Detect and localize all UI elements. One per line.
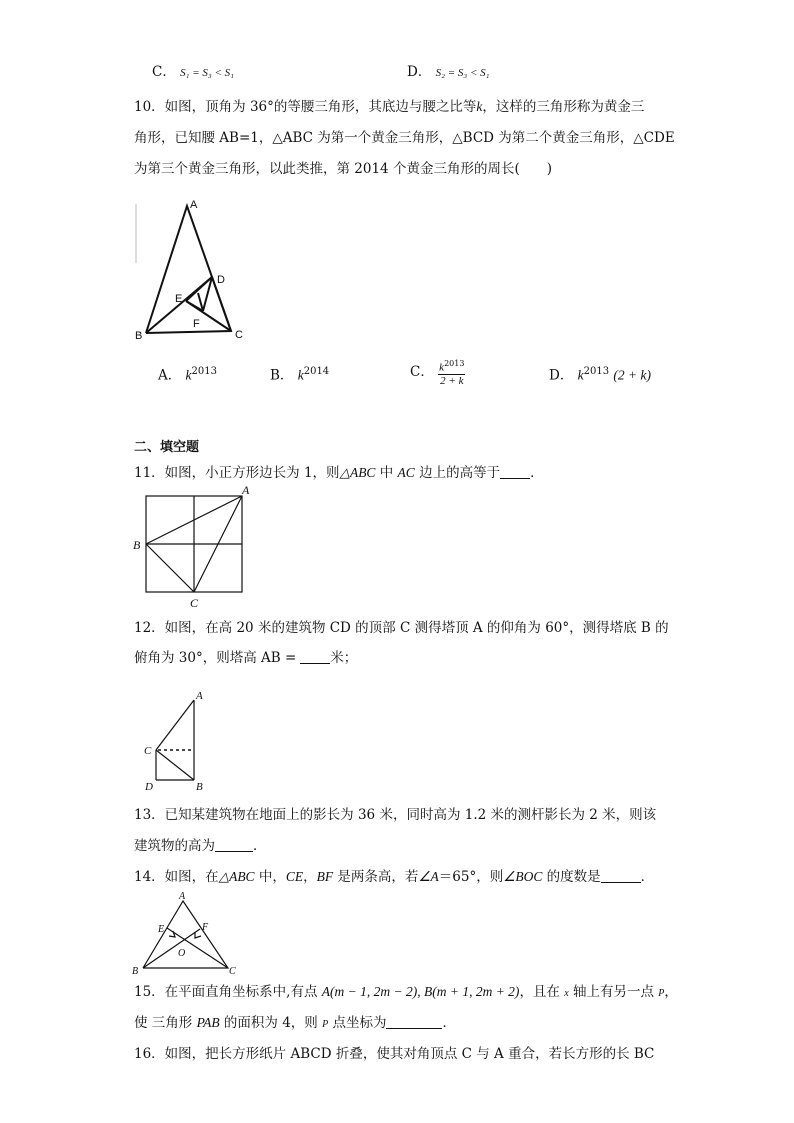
q10-text: ，这样的三角形称为黄金三: [482, 99, 645, 115]
q11-text: ．: [530, 465, 544, 481]
q13-line-2: [134, 836, 267, 856]
q15-text: 使 三角形: [134, 1015, 197, 1031]
label-C: C: [229, 966, 236, 977]
q12-answer-blank[interactable]: [300, 649, 330, 664]
option-base: k: [577, 367, 584, 383]
q14-angle-boc: ∠BOC: [503, 869, 543, 884]
q14-text: ．: [640, 869, 655, 885]
q11-text: 边上的高等于: [414, 465, 501, 481]
option-base: k: [297, 367, 304, 383]
q10-text: 角形，已知腰 AB=1，△ABC 为第一个黄金三角形，△BCD 为第二个黄金三角形，△CDE: [134, 130, 675, 146]
q15-text: ，: [664, 984, 678, 1000]
q14-angle-a: ∠A: [418, 869, 439, 884]
option-label: C．: [410, 364, 434, 380]
q16-line-1: [134, 1044, 654, 1064]
q14-ce: CE: [285, 869, 304, 884]
q14-bf: BF: [316, 869, 334, 884]
q11-grid-figure: [130, 484, 255, 614]
option-label: D．: [549, 367, 574, 384]
q15-triangle: PAB: [196, 1015, 220, 1030]
q12-line-1: [134, 618, 669, 638]
label-B: B: [133, 538, 141, 552]
label-B: B: [132, 966, 139, 977]
option-label: A．: [158, 367, 182, 384]
q12-text: 米；: [330, 650, 358, 666]
q16-text: 16．如图，把长方形纸片 ABCD 折叠，使其对角顶点 C 与 A 重合，若长方形的长 BC: [134, 1046, 655, 1062]
q14-text: ＝65°，则: [438, 869, 504, 885]
label-C: C: [144, 745, 152, 757]
q14-triangle: △ABC: [218, 869, 255, 884]
q11-text: 中: [375, 465, 398, 481]
fraction: [438, 357, 465, 389]
q11-text: 11．如图，小正方形边长为 1，则: [134, 465, 340, 481]
label-C: C: [190, 596, 199, 610]
q15-text: ，则: [290, 1015, 323, 1031]
q11-line-1: [134, 463, 544, 483]
q11-answer-blank[interactable]: [500, 464, 530, 479]
q15-point-p: P: [658, 988, 665, 999]
option-label: C．: [152, 64, 176, 80]
q14-text: 是两条高，若: [333, 869, 419, 885]
q10-text: 为第三个黄金三角形，以此类推，第 2014 个黄金三角形的周长( ): [134, 161, 552, 177]
label-B: B: [196, 781, 203, 793]
fraction-den: 2 + k: [440, 375, 464, 388]
q15-text: ，且在: [519, 984, 565, 1000]
q15-points: A(m − 1, 2m − 2), B(m + 1, 2m + 2): [321, 984, 520, 999]
option-expr: S₂ = S₃ < S₁: [435, 67, 490, 79]
q10-option-a[interactable]: [158, 362, 217, 386]
label-C: C: [235, 329, 243, 341]
section-title: 二、填空题: [134, 440, 200, 455]
q10-text: 10．如图，顶角为 36°的等腰三角形，其底边与腰之比等: [134, 99, 477, 115]
option-base: k: [185, 367, 192, 383]
q14-text: 的度数是: [542, 869, 601, 885]
option-exp: 2013: [583, 366, 610, 377]
q9-option-c[interactable]: [152, 62, 234, 83]
q14-text: 14．如图，在: [134, 869, 219, 885]
q14-line-1: [134, 867, 654, 887]
q12-text: 俯角为 30°，则塔高 AB =: [134, 650, 297, 666]
label-F: F: [202, 922, 209, 933]
q10-option-d[interactable]: [549, 362, 651, 386]
label-A: A: [190, 199, 198, 211]
q13-text: ．: [253, 838, 267, 854]
q15-text: 点坐标为: [328, 1015, 387, 1031]
label-O: O: [178, 948, 186, 959]
option-label: B．: [270, 367, 294, 384]
q13-text: 13．已知某建筑物在地面上的影长为 36 米，同时高为 1.2 米的测杆影长为 2 米，则该: [134, 807, 657, 823]
label-A: A: [179, 891, 186, 902]
q10-golden-triangle-figure: [128, 195, 258, 345]
option-tail: (2 + k): [613, 367, 651, 383]
q13-text: 建筑物的高为: [134, 838, 215, 854]
q15-point-p: P: [322, 1019, 329, 1030]
q15-text: 的面积为: [219, 1015, 283, 1031]
label-F: F: [193, 318, 200, 330]
q14-text: 中，: [254, 869, 286, 885]
option-exp: 2014: [303, 366, 330, 377]
fraction-num-base: k: [439, 361, 445, 374]
q12-text: 12．如图，在高 20 米的建筑物 CD 的顶部 C 测得塔顶 A 的仰角为 60°，测得塔底 B 的: [134, 620, 669, 636]
q12-tower-figure: [138, 686, 218, 794]
q12-line-2: [134, 648, 357, 668]
q15-area: 4: [282, 1015, 291, 1031]
label-A: A: [242, 484, 250, 497]
q15-text: ．: [442, 1015, 456, 1031]
label-E: E: [158, 924, 165, 935]
option-exp: 2013: [191, 366, 217, 377]
label-A: A: [196, 690, 203, 702]
q10-var-k: k: [476, 99, 483, 114]
q10-line-3: [134, 159, 552, 179]
q10-line-2: [134, 128, 675, 148]
q13-answer-blank[interactable]: [215, 837, 253, 852]
q15-line-2: [134, 1013, 456, 1035]
q14-triangle-figure: [128, 888, 248, 978]
label-E: E: [175, 293, 183, 305]
q11-triangle: △ABC: [339, 465, 376, 480]
q11-side: AC: [397, 465, 415, 480]
q15-axis: x: [564, 988, 569, 999]
q10-option-b[interactable]: [270, 362, 329, 386]
label-D: D: [145, 781, 153, 793]
q10-line-1: [134, 97, 644, 117]
q15-text: 轴上有另一点: [568, 984, 659, 1000]
q14-answer-blank[interactable]: [601, 868, 641, 883]
q15-answer-blank[interactable]: [386, 1014, 442, 1029]
q15-text: 15．在平面直角坐标系中,有点: [134, 984, 322, 1000]
q10-option-c[interactable]: [410, 354, 465, 390]
q13-line-1: [134, 805, 656, 825]
option-label: D．: [407, 64, 432, 80]
fraction-num-exp: 2013: [444, 358, 465, 368]
option-expr: S₁ = S₃ < S₁: [180, 67, 234, 79]
q9-option-d[interactable]: [407, 62, 489, 83]
q15-line-1: [134, 982, 678, 1004]
q14-text: ，: [303, 869, 317, 885]
label-D: D: [217, 274, 225, 286]
label-B: B: [135, 330, 143, 342]
